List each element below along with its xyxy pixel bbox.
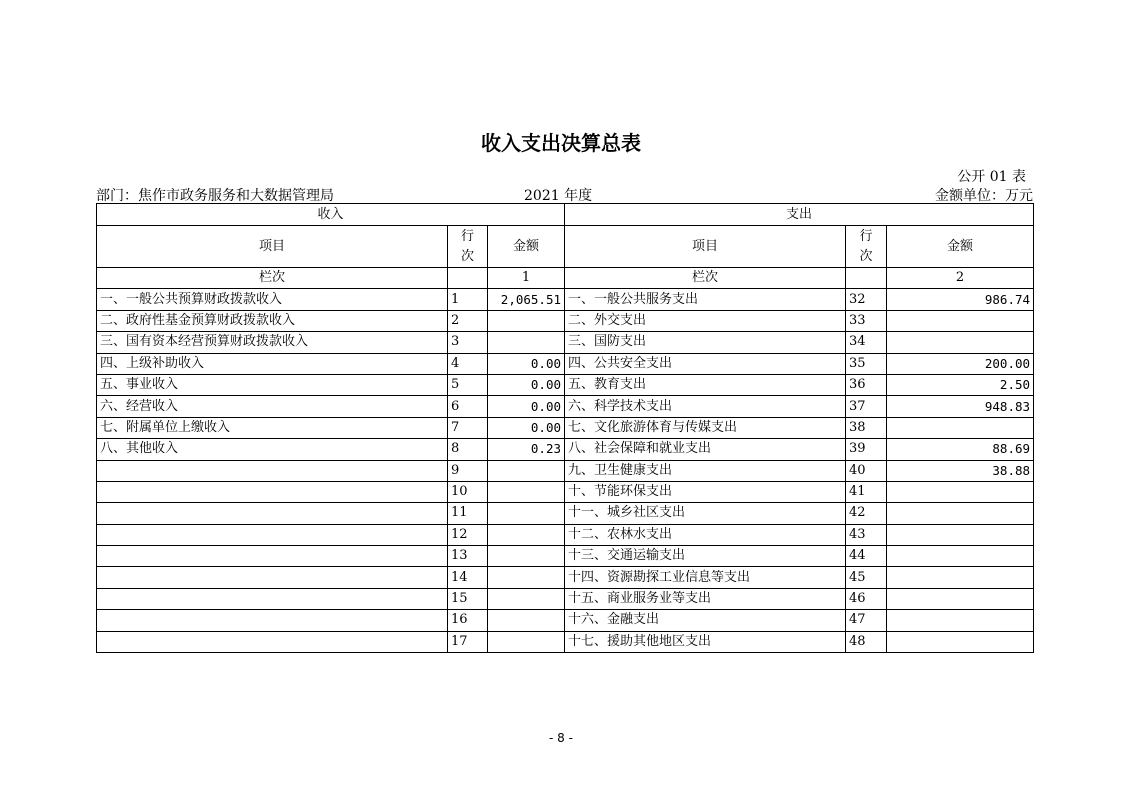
line-header-top: 行 (460, 228, 474, 244)
expense-line-cell: 35 (846, 353, 887, 374)
expense-item-cell: 十一、城乡社区支出 (565, 503, 846, 524)
income-line-cell: 5 (448, 374, 488, 395)
expense-item-cell: 十三、交通运输支出 (565, 546, 846, 567)
table-row (97, 374, 1034, 395)
amount-unit: 金额单位：万元 (935, 188, 1033, 204)
income-item-cell: 八、其他收入 (97, 439, 448, 460)
expense-amount-cell (887, 481, 1034, 502)
income-amount-cell: 0.00 (488, 396, 565, 417)
income-line-cell: 2 (448, 310, 488, 331)
income-line-cell: 3 (448, 332, 488, 353)
income-item-cell (97, 524, 448, 545)
expense-item-cell: 三、国防支出 (565, 332, 846, 353)
section-header-row (97, 204, 1034, 226)
income-column-number: 1 (488, 268, 565, 289)
expense-item-cell: 十六、金融支出 (565, 610, 846, 631)
table-row (97, 588, 1034, 609)
department-label: 部门：焦作市政务服务和大数据管理局 (96, 188, 334, 204)
income-amount-cell (488, 610, 565, 631)
income-amount-header: 金额 (488, 226, 565, 268)
expense-item-cell: 十七、援助其他地区支出 (565, 631, 846, 652)
income-amount-cell (488, 310, 565, 331)
expense-amount-cell: 2.50 (887, 374, 1034, 395)
income-line-cell: 16 (448, 610, 488, 631)
table-row (97, 610, 1034, 631)
income-amount-cell (488, 567, 565, 588)
income-line-cell: 15 (448, 588, 488, 609)
table-row (97, 353, 1034, 374)
table-row (97, 417, 1034, 438)
expense-line-cell: 42 (846, 503, 887, 524)
expense-amount-header: 金额 (887, 226, 1034, 268)
expense-line-cell: 43 (846, 524, 887, 545)
expense-item-cell: 八、社会保障和就业支出 (565, 439, 846, 460)
expense-item-cell: 十四、资源勘探工业信息等支出 (565, 567, 846, 588)
income-item-cell (97, 503, 448, 524)
expense-line-cell: 33 (846, 310, 887, 331)
expense-item-cell: 六、科学技术支出 (565, 396, 846, 417)
expense-line-cell: 46 (846, 588, 887, 609)
income-line-cell: 8 (448, 439, 488, 460)
table-row (97, 332, 1034, 353)
expense-line-cell: 47 (846, 610, 887, 631)
expense-amount-cell (887, 524, 1034, 545)
income-line-cell: 7 (448, 417, 488, 438)
line-header-bottom: 次 (460, 248, 474, 264)
column-label-row (97, 268, 1034, 289)
table-row (97, 439, 1034, 460)
income-amount-cell: 0.00 (488, 353, 565, 374)
expense-item-cell: 十二、农林水支出 (565, 524, 846, 545)
expense-amount-cell: 38.88 (887, 460, 1034, 481)
fiscal-year: 2021 年度 (524, 188, 593, 204)
income-line-cell: 13 (448, 546, 488, 567)
income-line-cell: 4 (448, 353, 488, 374)
expense-item-cell: 一、一般公共服务支出 (565, 289, 846, 310)
income-item-cell: 一、一般公共预算财政拨款收入 (97, 289, 448, 310)
column-header-row (97, 226, 1034, 268)
meta-line (96, 185, 1033, 203)
income-amount-cell (488, 460, 565, 481)
income-line-header (448, 226, 488, 268)
expense-line-cell: 41 (846, 481, 887, 502)
expense-amount-cell (887, 332, 1034, 353)
income-amount-cell (488, 481, 565, 502)
income-item-cell: 四、上级补助收入 (97, 353, 448, 374)
income-item-cell (97, 610, 448, 631)
expense-column-label: 栏次 (565, 268, 846, 289)
expense-amount-cell (887, 546, 1034, 567)
income-item-cell (97, 546, 448, 567)
expense-amount-cell (887, 588, 1034, 609)
expense-amount-cell (887, 610, 1034, 631)
expense-item-cell: 二、外交支出 (565, 310, 846, 331)
table-row (97, 396, 1034, 417)
expense-amount-cell (887, 567, 1034, 588)
income-line-cell: 17 (448, 631, 488, 652)
expense-item-cell: 九、卫生健康支出 (565, 460, 846, 481)
expense-item-cell: 四、公共安全支出 (565, 353, 846, 374)
expense-item-cell: 五、教育支出 (565, 374, 846, 395)
form-number: 公开 01 表 (957, 169, 1026, 185)
income-line-cell: 11 (448, 503, 488, 524)
expense-line-cell: 45 (846, 567, 887, 588)
income-amount-cell: 0.00 (488, 374, 565, 395)
income-amount-cell (488, 588, 565, 609)
table-row (97, 546, 1034, 567)
expense-item-cell: 十、节能环保支出 (565, 481, 846, 502)
expense-line-cell: 39 (846, 439, 887, 460)
expense-amount-cell (887, 310, 1034, 331)
expense-line-cell: 37 (846, 396, 887, 417)
income-amount-cell (488, 524, 565, 545)
income-amount-cell (488, 631, 565, 652)
page-number: - 8 - (549, 731, 573, 745)
table-row (97, 567, 1034, 588)
income-amount-cell: 0.00 (488, 417, 565, 438)
income-item-cell (97, 631, 448, 652)
expense-line-cell: 40 (846, 460, 887, 481)
income-line-cell: 12 (448, 524, 488, 545)
income-item-cell: 二、政府性基金预算财政拨款收入 (97, 310, 448, 331)
income-item-header: 项目 (97, 226, 448, 268)
income-item-cell (97, 481, 448, 502)
income-amount-cell: 0.23 (488, 439, 565, 460)
income-expense-table (96, 203, 1034, 653)
expense-item-cell: 七、文化旅游体育与传媒支出 (565, 417, 846, 438)
table-row (97, 289, 1034, 310)
expense-item-header: 项目 (565, 226, 846, 268)
expense-line-cell: 44 (846, 546, 887, 567)
table-row (97, 310, 1034, 331)
income-item-cell (97, 588, 448, 609)
expense-line-cell: 32 (846, 289, 887, 310)
table-row (97, 503, 1034, 524)
empty-cell (846, 268, 887, 289)
expense-amount-cell (887, 503, 1034, 524)
income-item-cell: 五、事业收入 (97, 374, 448, 395)
expense-amount-cell: 200.00 (887, 353, 1034, 374)
expense-line-cell: 38 (846, 417, 887, 438)
income-item-cell (97, 567, 448, 588)
income-amount-cell (488, 332, 565, 353)
income-line-cell: 6 (448, 396, 488, 417)
line-header-bottom: 次 (859, 248, 873, 264)
income-item-cell: 六、经营收入 (97, 396, 448, 417)
income-item-cell (97, 460, 448, 481)
expense-amount-cell: 948.83 (887, 396, 1034, 417)
expense-amount-cell (887, 631, 1034, 652)
page-title: 收入支出决算总表 (481, 131, 641, 155)
income-section-header: 收入 (97, 204, 565, 226)
income-item-cell: 三、国有资本经营预算财政拨款收入 (97, 332, 448, 353)
table-row (97, 524, 1034, 545)
expense-amount-cell: 88.69 (887, 439, 1034, 460)
table-row (97, 481, 1034, 502)
income-amount-cell (488, 503, 565, 524)
expense-line-cell: 36 (846, 374, 887, 395)
income-amount-cell (488, 546, 565, 567)
income-line-cell: 10 (448, 481, 488, 502)
expense-amount-cell: 986.74 (887, 289, 1034, 310)
income-item-cell: 七、附属单位上缴收入 (97, 417, 448, 438)
table-row (97, 631, 1034, 652)
expense-line-cell: 48 (846, 631, 887, 652)
expense-amount-cell (887, 417, 1034, 438)
line-header-top: 行 (859, 228, 873, 244)
income-column-label: 栏次 (97, 268, 448, 289)
income-line-cell: 14 (448, 567, 488, 588)
expense-line-cell: 34 (846, 332, 887, 353)
income-line-cell: 9 (448, 460, 488, 481)
empty-cell (448, 268, 488, 289)
expense-line-header (846, 226, 887, 268)
income-amount-cell: 2,065.51 (488, 289, 565, 310)
expense-section-header: 支出 (565, 204, 1034, 226)
table-row (97, 460, 1034, 481)
income-line-cell: 1 (448, 289, 488, 310)
expense-column-number: 2 (887, 268, 1034, 289)
expense-item-cell: 十五、商业服务业等支出 (565, 588, 846, 609)
